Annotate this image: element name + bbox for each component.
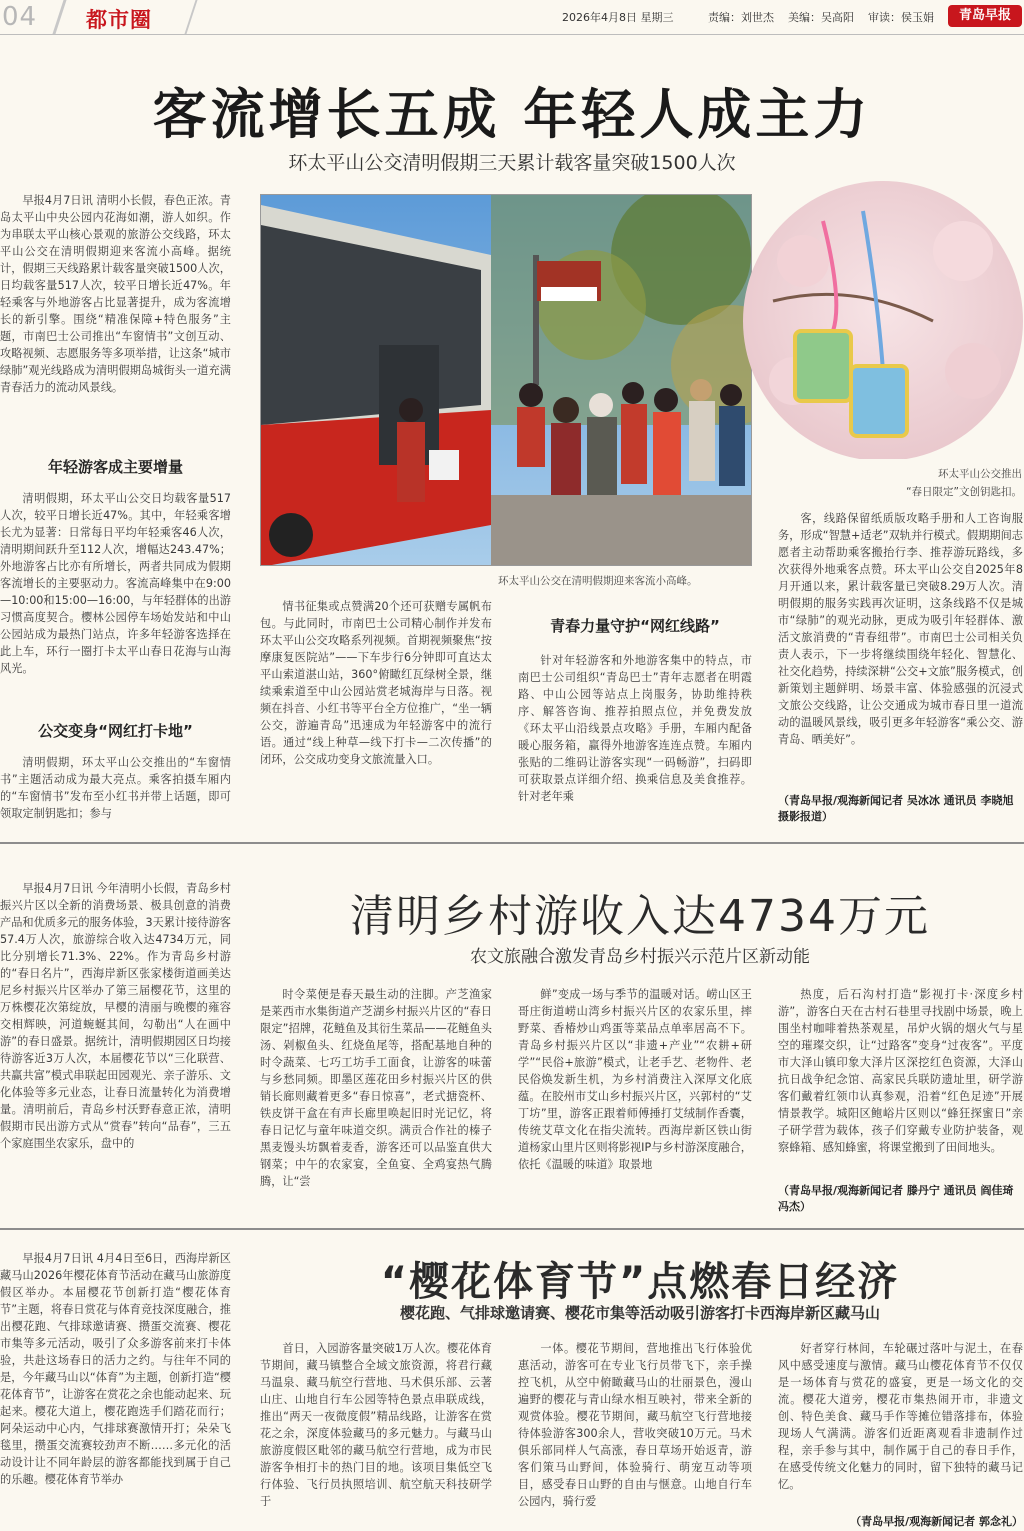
article3-column-2: 首日，入园游客量突破1万人次。樱花体育节期间，藏马镇整合全域文旅资源，将君行藏马温泉、藏马航空行营地、马术俱乐部、云著山庄、山地自行车公园等特色景点串联成线，推出“两天一夜微度假”精品线路，让游客在赏花之余，深度体验藏马的多元魅力。与藏马山旅游度假区毗邻的藏马航空行营地，成为市民游客争相打卡的热门目的地。该项目集低空飞行体验、飞行员执照培训、航空航天科技研学于: [260, 1342, 492, 1508]
article3-credit: （青岛早报/观海新闻记者 郭念礼）: [850, 1515, 1023, 1528]
article3-column-1: 早报4月7日讯 4月4日至6日，西海岸新区藏马山2026年樱花体育节活动在藏马山旅游度假区举办。本届樱花节创新打造“樱花体育节”主题，将春日赏花与体育竞技深度融合，推出樱花跑、气排球邀请赛、攒蛋交流赛、樱花市集等多元活动，吸引了众多游客前来打卡体验，共赴这场春日的活力之约。与往年不同的是，今年藏马山以“体育”为主题，创新打造“樱花体育节”，让游客在赏花之余也能动起来、玩起来。樱花大道上，樱花跑选手们踏花而行；阿朵运动中心内，气排球赛激情开打；朵朵飞毯里，攒蛋交流赛较劲声不断……多元化的活动设计让不同年龄层的游客都能找到属于自己的乐趣。樱花体育节举办: [0, 1252, 231, 1486]
bus-photo: [260, 194, 752, 566]
keychain-photo: [733, 181, 1023, 459]
editor-credit: 责编：刘世杰: [708, 11, 774, 24]
article1-column-3: 针对年轻游客和外地游客集中的特点，市南巴士公司组织“青岛巴士”青年志愿者在明霞路、中山公园等站点上岗服务，协助维持秩序、解答咨询、推荐拍照点位，并免费发放《环太平山沿线景点攻略》手册，车厢内配备暖心服务箱，赢得外地游客连连点赞。车厢内张贴的二维码让游客实现“一码畅游”，扫码即可获取景点详细介绍、换乘信息及美食推荐。针对老年乘: [518, 654, 752, 803]
article2-column-3: 鲜”变成一场与季节的温暖对话。崂山区王哥庄街道崂山湾乡村振兴片区的农家乐里，摔野菜、香椿炒山鸡蛋等菜品点单率居高不下。青岛乡村振兴片区以“非遗+产业”“农耕+研学”“民俗+旅游”模式，让老手艺、老物件、老民俗焕发新生机，为乡村消费注入深厚文化底蕴。在胶州市艾山乡村振兴片区，兴郭村的“艾丁坊”里，游客正跟着师傅捶打艾绒制作香囊，传统艾草文化在指尖流转。西海岸新区铁山街道杨家山里片区则将影视IP与乡村游深度融合，依托《温暖的味道》取景地: [518, 988, 752, 1171]
section-name: 都市圈: [86, 8, 152, 32]
article1-column-2: 情书征集或点赞满20个还可获赠专属帆布包。与此同时，市南巴士公司精心制作并发布环太平山公交攻略系列视频。首期视频聚焦“按摩康复医院站”——下车步行6分钟即可直达太平山索道湛山站，360°俯瞰红瓦绿树全景，继续乘索道至中山公园站赏老城海岸与日落。视频在抖音、小红书等平台全方位推广，“坐一辆公交，游遍青岛”迅速成为年轻游客中的流行语。通过“线上种草—线下打卡—二次传播”的闭环，公交成功变身文旅流量入口。: [260, 600, 492, 766]
article2-subheadline: 农文旅融合激发青岛乡村振兴示范片区新动能: [470, 947, 810, 967]
article-separator: [0, 1228, 1024, 1230]
article2-headline: 清明乡村游收入达4734万元: [350, 891, 930, 942]
article1-column-4: 客，线路保留纸质版攻略手册和人工咨询服务，形成“智慧+适老”双轨并行模式。假期期间志愿者主动帮助乘客搬抬行李、推荐游玩路线，多次获得外地乘客点赞。环太平山公交自2025年8月开通以来，累计载客量已突破8.29万人次。清明假期的服务实践再次证明，这条线路不仅是城市“绿肺”的观光动脉，更成为吸引年轻群体、激活文旅消费的“青春纽带”。市南巴士公司相关负责人表示，下一步将继续围绕年轻化、智慧化、社交化趋势，持续深耕“公交+文旅”服务模式，创新策划主题鲜明、场景丰富、体验感强的沉浸式文旅公交线路，让公交通成为城市春日里一道流动的温暖风景线，吸引更多年轻游客“乘公交、游青岛、晒美好”。: [778, 512, 1023, 746]
article2-column-1: 早报4月7日讯 今年清明小长假，青岛乡村振兴片区以全新的消费场景、极具创意的消费产品和优质多元的服务体验，3天累计接待游客57.4万人次，旅游综合收入达4734万元，同比分别增长71.3%、22%。作为青岛乡村游的“春日名片”，西海岸新区张家楼街道画美达尼乡村振兴片区举办了第三届樱花节，这里的万株樱花次第绽放，早樱的清丽与晚樱的雍容交相辉映，河道蜿蜒其间，勾勒出“人在画中游”的春日盛景。据统计，清明假期园区日均接待游客近3万人次，本届樱花节以“三化联营、共赢共富”模式串联起田园观光、亲子游乐、文化体验等多元业态，让春日流量转化为消费增量。清明前后，青岛乡村沃野春意正浓，清明假期市民出游方式从“赏春”转向“品春”，三五个家庭围坐农家乐，盘中的: [0, 882, 231, 1150]
article3-column-4: 好者穿行林间，车轮碾过落叶与泥土，在春风中感受速度与激情。藏马山樱花体育节不仅仅是一场体育与赏花的盛宴，更是一场文化的交流。樱花大道旁，樱花市集热闹开市，非遗文创、特色美食、藏马手作等摊位错落排布，体验现场人气满满。游客们近距离观看非遗制作过程，亲手参与其中，制作属于自己的春日手作，在感受传统文化魅力的同时，留下独特的藏马记忆。: [778, 1342, 1023, 1491]
designer-credit: 美编：吴高阳: [788, 11, 854, 24]
article2-column-4: 热度，后石沟村打造“影视打卡·深度乡村游”，游客白天在古村石巷里寻找剧中场景，晚上围坐村咖啡着热茶观星，吊炉火锅的烟火气与星空的璀璨交织，让“过路客”变身“过夜客”。平度市大泽山镇印象大泽片区深挖红色资源，大泽山抗日战争纪念馆、高家民兵联防遗址里，研学游客们戴着红领巾认真参观，沿着“红色足迹”开展情景教学。城阳区鲍峪片区则以“蜂狂探蜜日”亲子研学营为载体，孩子们穿戴专业防护装备，观察蜂箱、感知蜂蜜，将课堂搬到了田间地头。: [778, 988, 1023, 1154]
article1-lead-paragraph: 早报4月7日讯 清明小长假，春色正浓。青岛太平山中央公园内花海如潮，游人如织。作为串联太平山核心景观的旅游公交线路，环太平山公交在清明假期迎来客流小高峰。据统计，假期三天线路累计载客量突破1500人次，日均载客量517人次，较平日增长近47%。年轻乘客与外地游客占比显著提升，成为客流增长的新引擎。围绕“精准保障+特色服务”主题，市南巴士公司推出“车窗情书”文创互动、攻略视频、志愿服务等多项举措，让这条“城市绿肺”观光线路成为清明假期岛城街头一道充满青春活力的流动风景线。: [0, 194, 231, 394]
article1-subhead-2: 公交变身“网红打卡地”: [38, 722, 193, 740]
article3-headline: “樱花体育节”点燃春日经济: [380, 1259, 900, 1305]
article-separator: [0, 842, 1024, 844]
article2-credit: （青岛早报/观海新闻记者 滕丹宁 通讯员 阎佳琦 冯杰）: [778, 1184, 1014, 1213]
article1-paragraph-3: 清明假期，环太平山公交推出的“车窗情书”主题活动成为最大亮点。乘客拍摄车厢内的“车窗情书”发布至小红书并带上话题，即可领取定制钥匙扣；参与: [0, 756, 231, 820]
article3-column-3: 一体。樱花节期间，营地推出飞行体验优惠活动，游客可在专业飞行员带飞下，亲手操控飞机，从空中俯瞰藏马山的壮丽景色，漫山遍野的樱花与青山绿水相互映衬，带来全新的观赏体验。樱花节期间，藏马航空飞行营地接待体验游客300余人，营收突破10万元。马术俱乐部同样人气高涨，春日草场开始返青，游客们策马山野间，体验骑行、萌宠互动等项目，感受春日山野的自由与惬意。山地自行车公园内，骑行爱: [518, 1342, 752, 1508]
header-rule: [0, 34, 1024, 35]
article1-credit: （青岛早报/观海新闻记者 吴冰冰 通讯员 李晓旭 摄影报道）: [778, 794, 1014, 823]
article1-headline: 客流增长五成 年轻人成主力: [152, 83, 872, 146]
article1-subheadline: 环太平山公交清明假期三天累计载客量突破1500人次: [288, 152, 736, 174]
brand-logo: 青岛早报: [948, 5, 1022, 27]
bus-photo-caption: 环太平山公交在清明假期迎来客流小高峰。: [498, 575, 698, 587]
divider-slash: [52, 0, 66, 34]
article1-paragraph-2: 清明假期，环太平山公交日均载客量517人次，较平日增长近47%。其中，年轻乘客增长尤为显著：日常每日平均年轻乘客46人次，清明期间跃升至112人次，增幅达243.47%；外地游客占比亦有所增长，两者共同成为假期客流增长的主要驱动力。客流高峰集中在9:00—10:00和15:00—16:00，与年轻群体的出游习惯高度契合。樱林公园停车场始发站和中山公园站成为最热门站点，许多年轻游客选择在此上车，环行一圈打卡太平山春日花海与山海风光。: [0, 492, 231, 675]
masthead-bar: [0, 0, 1024, 34]
issue-date: 2026年4月8日 星期三: [562, 11, 674, 24]
proofreader-credit: 审读：侯玉娟: [868, 11, 934, 24]
page-number: 04: [2, 2, 38, 32]
keychain-caption-line1: 环太平山公交推出: [938, 468, 1022, 480]
article1-subhead-3: 青春力量守护“网红线路”: [550, 617, 720, 635]
divider-slash: [184, 0, 197, 34]
article3-subheadline: 樱花跑、气排球邀请赛、樱花市集等活动吸引游客打卡西海岸新区藏马山: [399, 1304, 880, 1322]
article2-column-2: 时令菜便是春天最生动的注脚。产芝渔家是莱西市水集街道产芝湖乡村振兴片区的“春日限定”招牌，花鲢鱼及其衍生菜品——花鲢鱼头汤、剁椒鱼头、红烧鱼尾等，搭配基地自种的时令蔬菜、七巧工坊手工面食，让游客的味蕾与乡愁同频。即墨区莲花田乡村振兴片区的供销长廊则藏着更多“春日惊喜”，老式搪瓷杯、铁皮饼干盒在有声长廊里唤起旧时光记忆，将春日记忆与童年味道交织。满贡合作社的榛子黑麦馒头坊飘着麦香，游客还可以品鉴直供大钢菜；中午的农家宴，全鱼宴、全鸡宴热气腾腾，让“尝: [260, 988, 492, 1188]
keychain-caption-line2: “春日限定”文创钥匙扣。: [906, 486, 1022, 498]
article1-subhead-1: 年轻游客成主要增量: [47, 458, 183, 476]
